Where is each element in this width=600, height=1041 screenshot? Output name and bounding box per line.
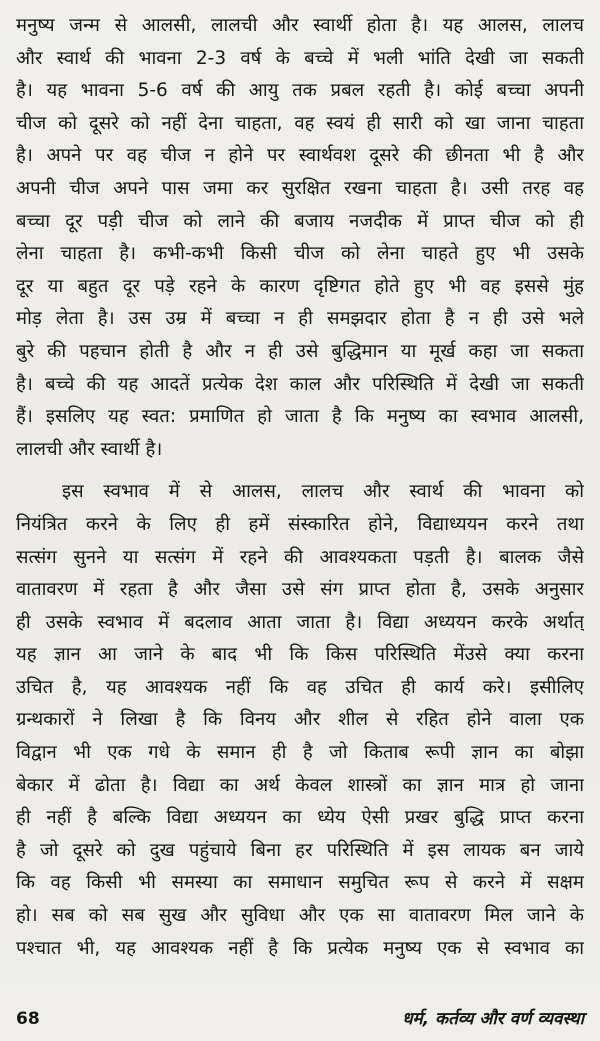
text-line: ग्रन्थकारों ने लिखा है कि विनय और शील से रहित होने वाला एक (16, 709, 584, 731)
text-line: इस स्वभाव में से आलस, लालच और स्वार्थ की भावना को (62, 481, 584, 503)
text-line: नियंत्रित करने के लिए ही हमें संस्कारित होने, विद्याध्ययन करने तथा (16, 513, 584, 535)
text-line: है। बच्चे की यह आदतें प्रत्येक देश काल और परिस्थिति में देखी जा सकती (16, 373, 584, 395)
body-text (16, 10, 584, 965)
text-line: हो। सब को सब सुख और सुविधा और एक सा वातावरण मिल जाने के (16, 905, 584, 927)
text-line: हैं। इसलिए यह स्वत: प्रमाणित हो जाता है कि मनुष्य का स्वभाव आलसी, (16, 406, 584, 428)
text-line: है जो दूसरे को दुख पहुंचाये बिना हर परिस्थिति में इस लायक बन जाये (16, 839, 584, 861)
paragraph-2 (16, 476, 584, 965)
page-number: 68 (16, 1009, 40, 1029)
text-line: बुरे की पहचान होती है और न ही उसे बुद्धिमान या मूर्ख कहा जा सकता (16, 340, 584, 362)
text-line: पश्चात भी, यह आवश्यक नहीं है कि प्रत्येक मनुष्य एक से स्वभाव का (16, 937, 584, 959)
text-line: सत्संग सुनने या सत्संग में रहने की आवश्यकता पड़ती है। बालक जैसे (16, 546, 584, 568)
text-line: ही नहीं है बल्कि विद्या अध्ययन का ध्येय ऐसी प्रखर बुद्धि प्राप्त करना (16, 807, 584, 829)
text-line: यह ज्ञान आ जाने के बाद भी कि किस परिस्थिति मेंउसे क्या करना (16, 644, 584, 666)
text-line: बेकार में ढोता है। विद्या का अर्थ केवल शास्त्रों का ज्ञान मात्र हो जाना (16, 774, 584, 796)
text-line: वातावरण में रहता है और जैसा उसे संग प्राप्त होता है, उसके अनुसार (16, 579, 584, 601)
text-line: बच्चा दूर पड़ी चीज को लाने की बजाय नजदीक में प्राप्त चीज को ही (16, 210, 584, 232)
text-line: उचित है, यह आवश्यक नहीं कि वह उचित ही कार्य करे। इसीलिए (16, 676, 584, 698)
paragraph-1 (16, 10, 584, 466)
running-title: धर्म, कर्तव्य और वर्ण व्यवस्था (402, 1009, 584, 1029)
text-line: मोड़ लेता है। उस उम्र में बच्चा न ही समझदार होता है न ही उसे भले (16, 308, 584, 330)
text-line: है। अपने पर वह चीज न होने पर स्वार्थवश दूसरे की छीनता भी है और (16, 145, 584, 167)
text-line: और स्वार्थ की भावना 2-3 वर्ष के बच्चे में भली भांति देखी जा सकती (16, 47, 584, 69)
page-footer (16, 1006, 584, 1032)
text-line: अपनी चीज अपने पास जमा कर सुरक्षित रखना चाहता है। उसी तरह वह (16, 177, 584, 199)
text-line: मनुष्य जन्म से आलसी, लालची और स्वार्थी होता है। यह आलस, लालच (16, 15, 584, 36)
text-line: लेना चाहता है। कभी-कभी किसी चीज को लेना चाहते हुए भी उसके (16, 243, 584, 265)
text-line: लालची और स्वार्थी है। (16, 438, 163, 460)
text-line: चीज को दूसरे को नहीं देना चाहता, वह स्वयं ही सारी को खा जाना चाहता (16, 112, 584, 134)
paragraph-gap (16, 466, 584, 476)
text-line: दूर या बहुत दूर पड़े रहने के कारण दृष्टिगत होते हुए भी वह इससे मुंह (16, 275, 584, 297)
text-line: ही उसके स्वभाव में बदलाव आता जाता है। विद्या अध्ययन करके अर्थात् (16, 611, 584, 633)
text-line: कि वह किसी भी समस्या का समाधान समुचित रूप से करने में सक्षम (16, 872, 584, 894)
text-line: है। यह भावना 5-6 वर्ष की आयु तक प्रबल रहती है। कोई बच्चा अपनी (16, 80, 584, 102)
text-line: विद्वान भी एक गधे के समान ही है जो किताब रूपी ज्ञान का बोझा (16, 742, 584, 764)
